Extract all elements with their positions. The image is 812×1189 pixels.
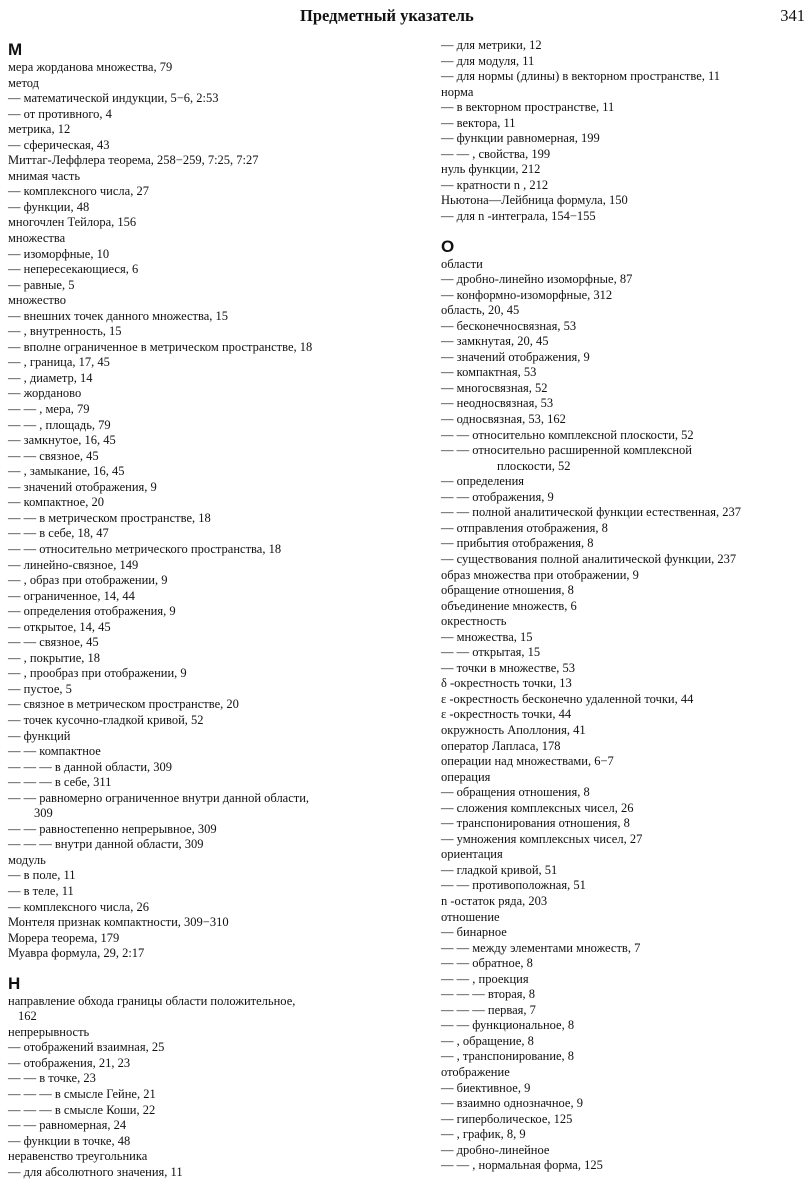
index-entry: — функции равномерная, 199: [441, 131, 600, 146]
index-entry: — , график, 8, 9: [441, 1127, 526, 1142]
index-entry: — — относительно расширенной комплексной: [441, 443, 692, 458]
index-entry: — — полной аналитической функции естественная, 237: [441, 505, 741, 520]
page-number: 341: [780, 6, 805, 25]
index-entry: — взаимно однозначное, 9: [441, 1096, 583, 1111]
index-entry: Монтеля признак компактности, 309−310: [8, 915, 229, 930]
index-entry: — значений отображения, 9: [441, 349, 590, 364]
section-gap: [8, 962, 403, 972]
index-entry: — — в точке, 23: [8, 1071, 96, 1086]
index-entry: модуль: [8, 852, 46, 867]
index-entry: — — — внутри данной области, 309: [8, 837, 204, 852]
index-entry: — отображения, 21, 23: [8, 1055, 131, 1070]
index-entry: непрерывность: [8, 1024, 90, 1039]
index-entry: — определения: [441, 474, 525, 489]
index-entry: — бинарное: [441, 925, 507, 940]
index-entry: множества: [8, 231, 66, 246]
index-entry: — — связное, 45: [8, 635, 99, 650]
index-entry: Муавра формула, 29, 2:17: [8, 946, 145, 961]
index-entry: множество: [8, 293, 66, 308]
index-entry: — существования полной аналитической функции, 237: [441, 551, 737, 566]
index-entry: — изоморфные, 10: [8, 246, 110, 261]
index-entry: — комплексного числа, 27: [8, 184, 149, 199]
index-entry: — гиперболическое, 125: [441, 1111, 573, 1126]
index-entry: — дробно-линейно изоморфные, 87: [441, 272, 633, 287]
index-entry: — прибытия отображения, 8: [441, 536, 594, 551]
index-entry: направление обхода границы области положительное,: [8, 993, 296, 1008]
index-entry: мнимая часть: [8, 168, 81, 183]
index-entry: неравенство треугольника: [8, 1149, 148, 1164]
index-entry: — — , свойства, 199: [441, 146, 551, 161]
index-entry: — дробно-линейное: [441, 1142, 550, 1157]
index-entry: — определения отображения, 9: [8, 604, 176, 619]
index-entry: — , прообраз при отображении, 9: [8, 666, 187, 681]
index-entry: области: [441, 256, 483, 271]
index-entry: — — — в смысле Коши, 22: [8, 1102, 156, 1117]
index-entry: — — — в данной области, 309: [8, 759, 173, 774]
index-entry: δ -окрестность точки, 13: [441, 676, 572, 691]
index-entry: — , обращение, 8: [441, 1033, 534, 1048]
index-entry: — для нормы (длины) в векторном пространстве, 11: [441, 69, 721, 84]
index-entry: — компактное, 20: [8, 495, 104, 510]
index-entry: — — обратное, 8: [441, 956, 533, 971]
index-entry: — вполне ограниченное в метрическом пространстве, 18: [8, 339, 313, 354]
index-entry: образ множества при отображении, 9: [441, 567, 639, 582]
index-entry: — точки в множестве, 53: [441, 660, 576, 675]
index-entry: — кратности n , 212: [441, 177, 549, 192]
index-entry: — для метрики, 12: [441, 38, 542, 52]
index-entry: — функций: [8, 728, 71, 743]
index-entry: ориентация: [441, 847, 503, 862]
index-entry: область, 20, 45: [441, 303, 520, 318]
index-entry: — — открытая, 15: [441, 645, 541, 660]
index-entry: — линейно-связное, 149: [8, 557, 139, 572]
index-entry: ε -окрестность бесконечно удаленной точки, 44: [441, 691, 694, 706]
index-entry: — пустое, 5: [8, 681, 72, 696]
index-entry: — — в метрическом пространстве, 18: [8, 510, 211, 525]
index-entry: — замкнутое, 16, 45: [8, 433, 116, 448]
index-entry: — для n -интеграла, 154−155: [441, 209, 596, 224]
index-entry: операция: [441, 769, 491, 784]
index-entry: n -остаток ряда, 203: [441, 893, 548, 908]
index-entry: — замкнутая, 20, 45: [441, 334, 549, 349]
index-entry: — — равномерно ограниченное внутри данной области,: [8, 790, 310, 805]
index-entry: 309: [34, 806, 53, 821]
index-entry: — в векторном пространстве, 11: [441, 100, 615, 115]
index-entry: — непересекающиеся, 6: [8, 262, 139, 277]
index-entry: Миттаг-Леффлера теорема, 258−259, 7:25, 7:27: [8, 153, 259, 168]
index-entry: — , замыкание, 16, 45: [8, 464, 125, 479]
index-entry: — жорданово: [8, 386, 82, 401]
index-entry: — значений отображения, 9: [8, 479, 157, 494]
index-entry: — отображений взаимная, 25: [8, 1040, 165, 1055]
index-entry: — — между элементами множеств, 7: [441, 940, 641, 955]
index-column-left: [8, 38, 403, 1180]
index-entry: ε -окрестность точки, 44: [441, 707, 572, 722]
section-letter: О: [441, 236, 455, 256]
section-letter: М: [8, 40, 23, 59]
page-title: Предметный указатель: [300, 6, 474, 25]
index-entry: — — относительно комплексной плоскости, 52: [441, 427, 694, 442]
index-entry: — , граница, 17, 45: [8, 355, 110, 370]
section-gap: [441, 225, 809, 235]
index-entry: — внешних точек данного множества, 15: [8, 308, 229, 323]
index-entry: Ньютона—Лейбница формула, 150: [441, 193, 628, 208]
index-entry: — — , мера, 79: [8, 402, 90, 417]
index-entry: — в поле, 11: [8, 868, 76, 883]
index-entry: отношение: [441, 909, 500, 924]
index-entry: — равные, 5: [8, 277, 75, 292]
index-entry: — гладкой кривой, 51: [441, 862, 558, 877]
index-entry: — сложения комплексных чисел, 26: [441, 800, 634, 815]
index-entry: — открытое, 14, 45: [8, 619, 111, 634]
index-entry: — в теле, 11: [8, 883, 74, 898]
index-entry: метрика, 12: [8, 122, 71, 137]
index-entry: окрестность: [441, 614, 507, 629]
index-entry: — , диаметр, 14: [8, 370, 93, 385]
index-entry: — неодносвязная, 53: [441, 396, 554, 411]
index-entry: — , покрытие, 18: [8, 650, 100, 665]
index-entry: — бесконечносвязная, 53: [441, 318, 577, 333]
index-entry: — биективное, 9: [441, 1080, 531, 1095]
index-entry: мера жорданова множества, 79: [8, 60, 173, 74]
index-entry: — — относительно метрического пространства, 18: [8, 541, 282, 556]
index-entry: — функции в точке, 48: [8, 1133, 131, 1148]
index-entry: — связное в метрическом пространстве, 20: [8, 697, 239, 712]
index-entry: — компактная, 53: [441, 365, 537, 380]
index-entry: плоскости, 52: [497, 458, 571, 473]
index-entry: — — в себе, 18, 47: [8, 526, 109, 541]
index-entry: — отправления отображения, 8: [441, 520, 608, 535]
index-entry: — — — вторая, 8: [441, 987, 536, 1002]
index-entry: нуль функции, 212: [441, 162, 541, 177]
index-entry: — многосвязная, 52: [441, 380, 548, 395]
index-entry: — умножения комплексных чисел, 27: [441, 831, 643, 846]
index-entry: — функции, 48: [8, 199, 90, 214]
index-entry: — — , проекция: [441, 971, 529, 986]
index-entry: норма: [441, 84, 474, 99]
index-entry: объединение множеств, 6: [441, 598, 577, 613]
index-entry: — — , нормальная форма, 125: [441, 1158, 603, 1173]
index-entry: — — компактное: [8, 744, 101, 759]
index-entry: окружность Аполлония, 41: [441, 722, 586, 737]
index-entry: отображение: [441, 1065, 510, 1079]
index-entry: — математической индукции, 5−6, 2:53: [8, 91, 219, 106]
index-entry: — обращения отношения, 8: [441, 785, 590, 800]
index-entry: — , образ при отображении, 9: [8, 573, 168, 588]
index-entry: оператор Лапласа, 178: [441, 738, 561, 753]
index-entry: — для модуля, 11: [441, 53, 535, 68]
index-entry: — — равностепенно непрерывное, 309: [8, 821, 217, 836]
index-entry: обращение отношения, 8: [441, 583, 574, 598]
index-entry: — для абсолютного значения, 11: [8, 1164, 183, 1179]
index-entry: — вектора, 11: [441, 115, 516, 130]
index-entry: — — функциональное, 8: [441, 1018, 575, 1033]
index-entry: — — , площадь, 79: [8, 417, 111, 432]
index-entry: Морера теорема, 179: [8, 930, 120, 945]
index-entry: — сферическая, 43: [8, 137, 110, 152]
index-entry: многочлен Тейлора, 156: [8, 215, 137, 230]
index-entry: — — — первая, 7: [441, 1002, 536, 1017]
index-entry: — — отображения, 9: [441, 489, 554, 504]
index-entry: — — равномерная, 24: [8, 1118, 127, 1133]
index-entry: — комплексного числа, 26: [8, 899, 149, 914]
index-entry: — — связное, 45: [8, 448, 99, 463]
index-entry: метод: [8, 75, 40, 90]
index-entry: — конформно-изоморфные, 312: [441, 287, 613, 302]
index-entry: операции над множествами, 6−7: [441, 754, 614, 769]
page-header: [0, 6, 812, 30]
index-entry: — от противного, 4: [8, 106, 112, 121]
index-entry: — транспонирования отношения, 8: [441, 816, 630, 831]
index-entry: — — противоположная, 51: [441, 878, 586, 893]
index-entry: — — — в смысле Гейне, 21: [8, 1087, 156, 1101]
index-entry: 162: [18, 1009, 37, 1024]
index-entry: — односвязная, 53, 162: [441, 412, 566, 427]
index-column-right: [441, 38, 809, 1174]
index-entry: — — — в себе, 311: [8, 775, 112, 790]
index-entry: — множества, 15: [441, 629, 533, 644]
index-entry: — ограниченное, 14, 44: [8, 588, 135, 603]
section-letter: Н: [8, 973, 21, 993]
index-entry: — , транспонирование, 8: [441, 1049, 575, 1064]
index-entry: — точек кусочно-гладкой кривой, 52: [8, 712, 204, 727]
index-entry: — , внутренность, 15: [8, 324, 122, 339]
